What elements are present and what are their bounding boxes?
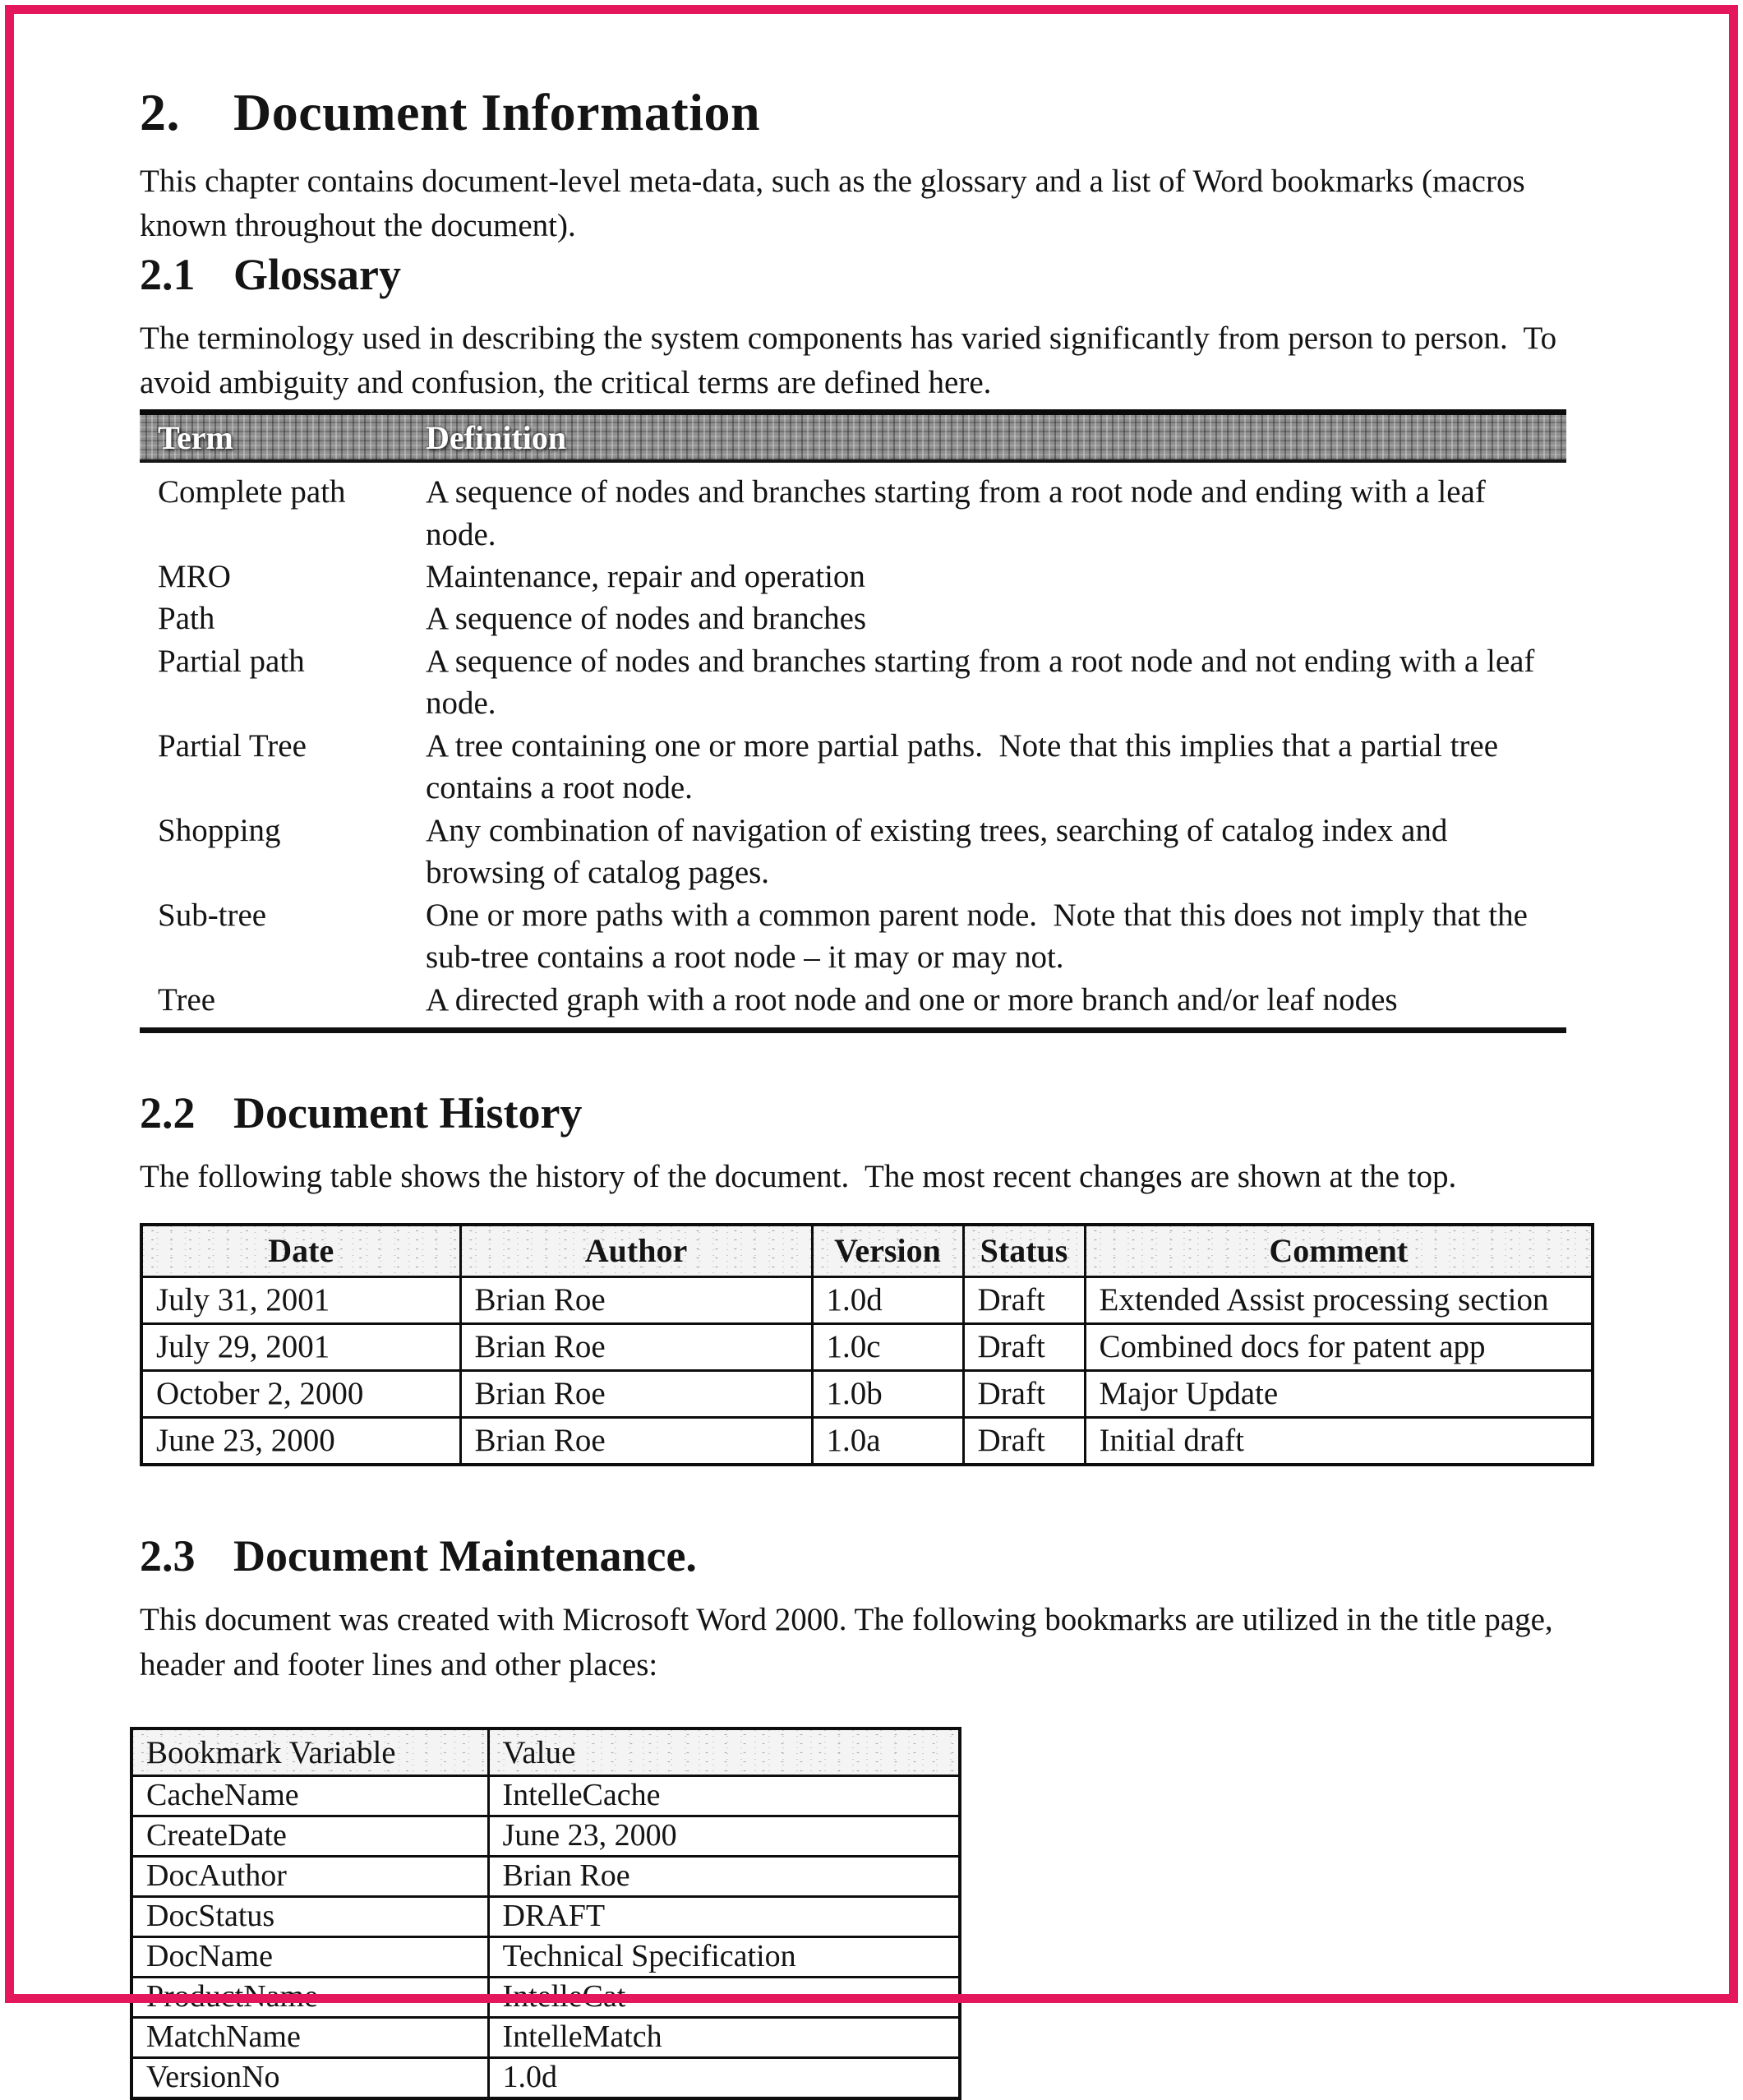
history-heading-number: 2.2 xyxy=(140,1088,196,1138)
bookmark-header-variable: Bookmark Variable xyxy=(131,1728,488,1776)
date-cell: July 29, 2001 xyxy=(141,1323,460,1370)
bookmark-row xyxy=(131,2018,960,2058)
bookmark-header-value: Value xyxy=(488,1728,960,1776)
term-cell: Shopping xyxy=(158,812,281,848)
bookmark-row xyxy=(131,1816,960,1857)
bookmark-value-cell: 1.0d xyxy=(488,2058,960,2099)
history-intro-paragraph: The following table shows the history of the document. The most recent changes are shown at the top. xyxy=(140,1159,1457,1195)
definition-cell: A sequence of nodes and branches starting from a root node and not ending with a leaf node. xyxy=(426,643,1543,722)
glossary-heading-number: 2.1 xyxy=(140,249,196,299)
bookmark-value-cell: Brian Roe xyxy=(488,1857,960,1897)
history-table-body xyxy=(141,1276,1593,1465)
version-cell: 1.0c xyxy=(812,1323,963,1370)
author-cell: Brian Roe xyxy=(460,1370,812,1417)
bookmark-variable-cell: DocName xyxy=(131,1937,488,1978)
bookmark-variable-cell: VersionNo xyxy=(131,2058,488,2099)
chapter-number: 2. xyxy=(140,83,180,141)
definition-cell: A sequence of nodes and branches xyxy=(426,601,867,637)
term-cell: Sub-tree xyxy=(158,897,267,933)
term-cell: Tree xyxy=(158,981,216,1018)
comment-cell: Combined docs for patent app xyxy=(1085,1323,1593,1370)
glossary-table xyxy=(140,409,1566,1033)
definition-cell: A sequence of nodes and branches starting from a root node and ending with a leaf node. xyxy=(426,474,1494,552)
comment-cell: Initial draft xyxy=(1085,1417,1593,1465)
bookmark-variable-cell: DocStatus xyxy=(131,1897,488,1937)
author-cell: Brian Roe xyxy=(460,1276,812,1323)
history-row xyxy=(141,1323,1593,1370)
bookmark-value-cell: IntelleCat xyxy=(488,1978,960,2018)
author-cell: Brian Roe xyxy=(460,1323,812,1370)
glossary-table-body xyxy=(140,463,1566,1027)
bookmark-row xyxy=(131,2058,960,2099)
glossary-row xyxy=(140,640,1566,725)
definition-cell: A directed graph with a root node and one or more branch and/or leaf nodes xyxy=(426,981,1398,1018)
bookmark-value-cell: Technical Specification xyxy=(488,1937,960,1978)
bookmark-row xyxy=(131,1857,960,1897)
glossary-heading xyxy=(140,249,1604,300)
comment-cell: Major Update xyxy=(1085,1370,1593,1417)
term-cell: Complete path xyxy=(158,474,346,510)
history-header-author: Author xyxy=(460,1225,812,1277)
bookmark-variable-cell: ProductName xyxy=(131,1978,488,2018)
bookmark-row xyxy=(131,1897,960,1937)
term-cell: Partial Tree xyxy=(158,727,307,764)
status-cell: Draft xyxy=(963,1276,1085,1323)
bookmark-value-cell: DRAFT xyxy=(488,1897,960,1937)
history-row xyxy=(141,1370,1593,1417)
history-table xyxy=(140,1223,1594,1466)
bookmark-variable-cell: MatchName xyxy=(131,2018,488,2058)
glossary-header-definition: Definition xyxy=(426,418,567,456)
bookmark-table-header-row xyxy=(131,1728,960,1776)
term-cell: Partial path xyxy=(158,643,305,679)
history-heading xyxy=(140,1087,1604,1138)
history-header-status: Status xyxy=(963,1225,1085,1277)
version-cell: 1.0d xyxy=(812,1276,963,1323)
bookmark-variable-cell: DocAuthor xyxy=(131,1857,488,1897)
history-heading-title: Document History xyxy=(233,1088,583,1138)
history-table-header-row xyxy=(141,1225,1593,1277)
status-cell: Draft xyxy=(963,1323,1085,1370)
bookmark-table xyxy=(130,1727,961,2100)
bookmark-value-cell: IntelleMatch xyxy=(488,2018,960,2058)
bookmark-row xyxy=(131,1978,960,2018)
chapter-title: Document Information xyxy=(233,83,761,141)
history-header-version: Version xyxy=(812,1225,963,1277)
version-cell: 1.0b xyxy=(812,1370,963,1417)
page-content xyxy=(140,82,1604,2100)
history-header-date: Date xyxy=(141,1225,460,1277)
version-cell: 1.0a xyxy=(812,1417,963,1465)
status-cell: Draft xyxy=(963,1370,1085,1417)
glossary-row xyxy=(140,810,1566,894)
comment-cell: Extended Assist processing section xyxy=(1085,1276,1593,1323)
date-cell: July 31, 2001 xyxy=(141,1276,460,1323)
maintenance-heading-title: Document Maintenance. xyxy=(233,1530,697,1581)
glossary-heading-title: Glossary xyxy=(233,249,402,299)
history-header-comment: Comment xyxy=(1085,1225,1593,1277)
maintenance-intro-paragraph: This document was created with Microsoft Word 2000. The following bookmarks are utilized in the title page, header and footer lines and other places: xyxy=(140,1601,1561,1682)
history-row xyxy=(141,1276,1593,1323)
term-cell: Path xyxy=(158,601,215,637)
date-cell: June 23, 2000 xyxy=(141,1417,460,1465)
definition-cell: A tree containing one or more partial paths. Note that this implies that a partial tree contains a root node. xyxy=(426,727,1506,806)
history-row xyxy=(141,1417,1593,1465)
glossary-row xyxy=(140,598,1566,639)
bookmark-row xyxy=(131,1937,960,1978)
bookmark-variable-cell: CreateDate xyxy=(131,1816,488,1857)
glossary-row xyxy=(140,556,1566,598)
glossary-table-header-row xyxy=(140,409,1566,463)
author-cell: Brian Roe xyxy=(460,1417,812,1465)
date-cell: October 2, 2000 xyxy=(141,1370,460,1417)
definition-cell: Any combination of navigation of existing trees, searching of catalog index and browsing of catalog pages. xyxy=(426,812,1456,891)
glossary-row xyxy=(140,979,1566,1021)
status-cell: Draft xyxy=(963,1417,1085,1465)
maintenance-heading xyxy=(140,1530,1604,1581)
bookmark-table-body xyxy=(131,1776,960,2099)
glossary-header-term: Term xyxy=(158,418,233,456)
glossary-row xyxy=(140,471,1566,556)
bookmark-value-cell: IntelleCache xyxy=(488,1776,960,1816)
bookmark-value-cell: June 23, 2000 xyxy=(488,1816,960,1857)
glossary-row xyxy=(140,894,1566,979)
maintenance-heading-number: 2.3 xyxy=(140,1530,196,1581)
chapter-heading xyxy=(140,82,1604,143)
bookmark-row xyxy=(131,1776,960,1816)
term-cell: MRO xyxy=(158,559,231,594)
definition-cell: Maintenance, repair and operation xyxy=(426,559,865,594)
chapter-intro-paragraph: This chapter contains document-level meta-data, such as the glossary and a list of Word bookmarks (macros known throughout the document). xyxy=(140,163,1533,244)
glossary-intro-paragraph: The terminology used in describing the system components has varied significantly from person to person. To avoid ambiguity and confusion, the critical terms are defined here. xyxy=(140,320,1565,401)
definition-cell: One or more paths with a common parent node. Note that this does not imply that the sub-tree contains a root node – it may or may not. xyxy=(426,897,1536,976)
bookmark-variable-cell: CacheName xyxy=(131,1776,488,1816)
glossary-row xyxy=(140,725,1566,810)
glossary-table-bottom-rule xyxy=(140,1027,1566,1033)
